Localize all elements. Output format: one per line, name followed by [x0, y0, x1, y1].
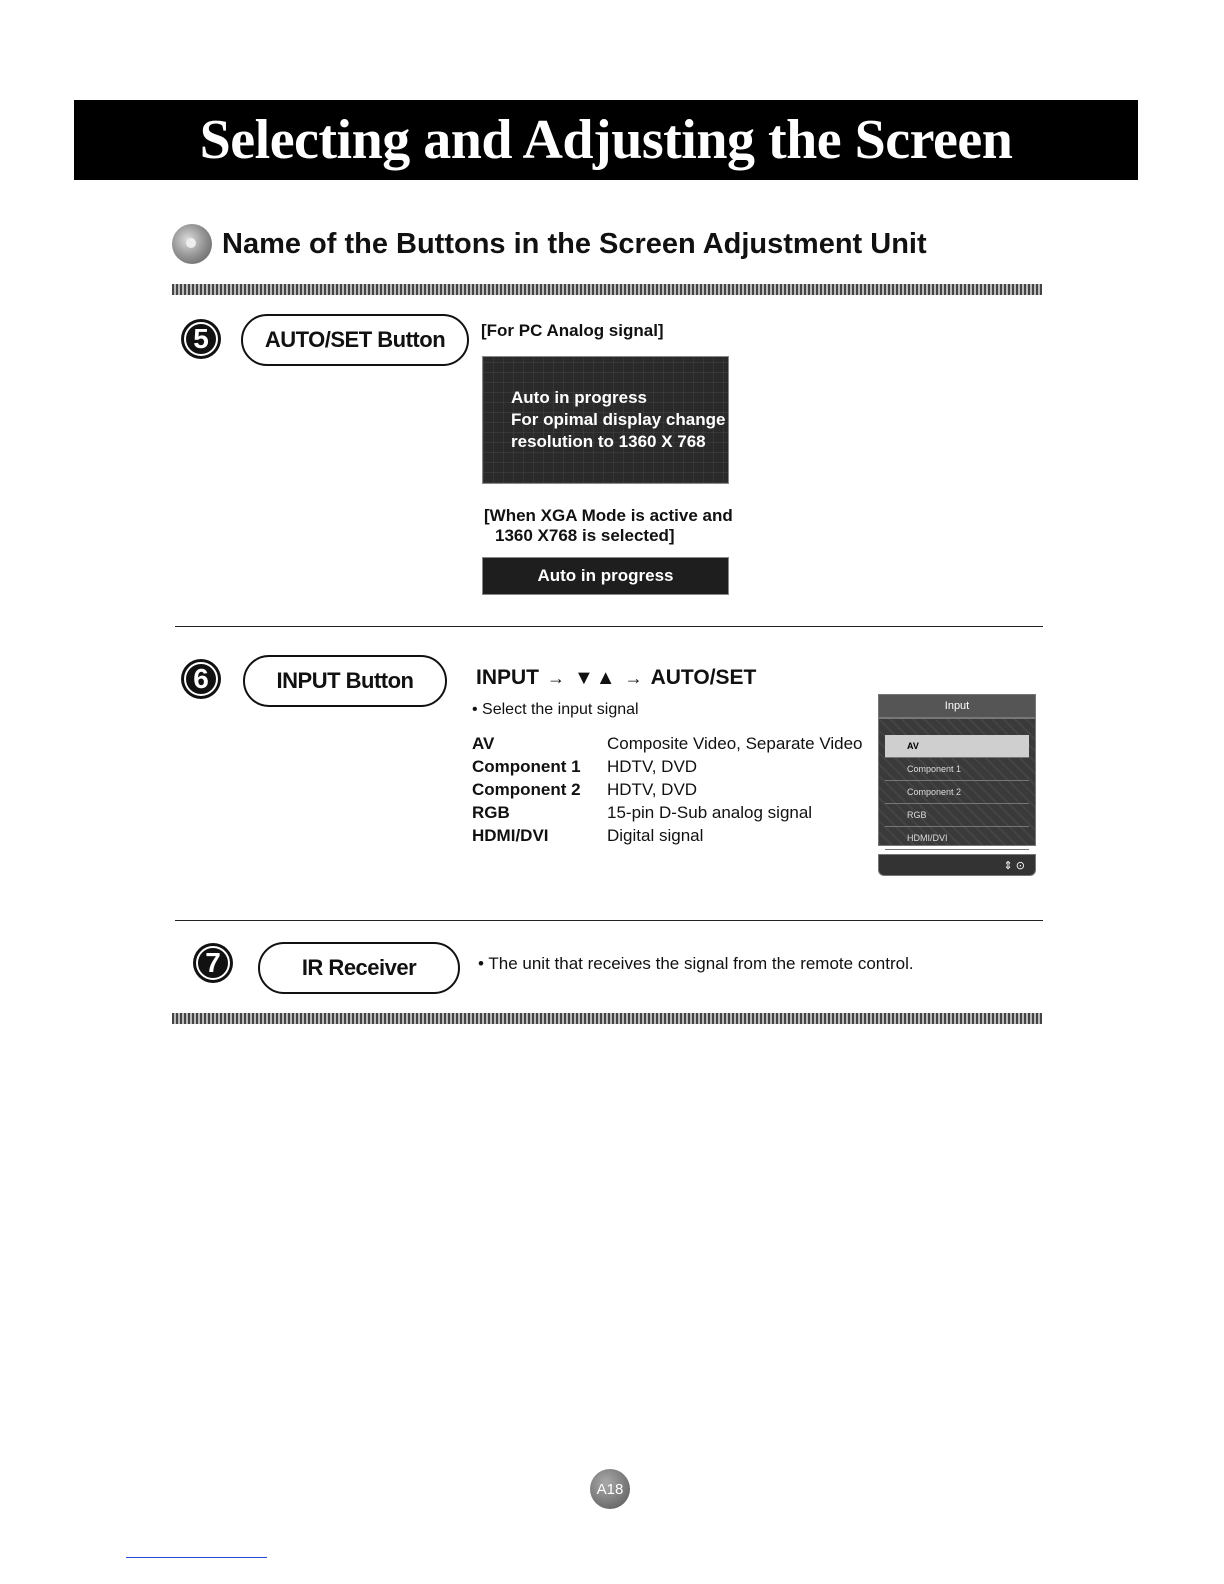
input-signal-table: [472, 732, 863, 847]
signal-name: RGB: [472, 803, 510, 822]
top-dotted-divider: [172, 284, 1042, 295]
signal-desc: Composite Video, Separate Video: [607, 734, 863, 753]
item-number-5: [181, 319, 221, 359]
input-button-label: [243, 655, 447, 707]
input-osd-menu: [878, 694, 1036, 876]
menu-item-rgb: RGB: [885, 804, 1029, 827]
page-number-badge: [590, 1469, 630, 1509]
signal-desc: HDTV, DVD: [607, 780, 698, 799]
signal-name: HDMI/DVI: [472, 826, 549, 845]
ir-receiver-text: IR Receiver: [301, 955, 417, 980]
menu-item-hdmi-dvi: HDMI/DVI: [885, 827, 1029, 850]
menu-item-av: AV: [885, 735, 1029, 758]
triangle-up-icon: ▲: [595, 666, 616, 689]
section-heading-text: Name of the Buttons in the Screen Adjustment Unit: [222, 227, 927, 260]
flow-end: AUTO/SET: [650, 666, 757, 689]
page-title: Selecting and Adjusting the Screen: [199, 109, 1013, 171]
menu-footer-nav-icon: ⇕ ⊙: [878, 854, 1036, 876]
page-title-bar: [74, 100, 1138, 180]
divider-2: [175, 920, 1043, 921]
item-number-6-text: 6: [193, 663, 209, 694]
signal-name: Component 2: [472, 780, 581, 799]
signal-desc: 15-pin D-Sub analog signal: [607, 803, 813, 822]
menu-item-component-1: Component 1: [885, 758, 1029, 781]
ir-receiver-note: • The unit that receives the signal from the remote control.: [478, 954, 914, 973]
osd-line-3: resolution to 1360 X 768: [511, 432, 706, 451]
page-number: A18: [596, 1480, 624, 1498]
input-menu-header: Input: [878, 694, 1036, 718]
auto-progress-osd: [482, 356, 729, 484]
select-input-note: • Select the input signal: [472, 701, 639, 718]
auto-set-button-label: [241, 314, 469, 366]
arrow-right-icon: →: [547, 667, 565, 688]
osd-line-2: For opimal display change: [511, 410, 726, 429]
xga-caption-line2: 1360 X768 is selected]: [495, 526, 675, 545]
bullet-disc-icon: [172, 224, 212, 264]
auto-progress-bar-text: Auto in progress: [537, 566, 674, 585]
section-heading: [172, 224, 927, 264]
footer-underline: [126, 1557, 267, 1558]
signal-name: AV: [472, 734, 495, 753]
auto-set-button-text: AUTO/SET Button: [264, 327, 446, 352]
osd-line-1: Auto in progress: [511, 388, 648, 407]
item-number-6: [181, 659, 221, 699]
bottom-dotted-divider: [172, 1013, 1042, 1024]
divider-1: [175, 626, 1043, 627]
table-row: [472, 732, 863, 755]
item-number-7-text: 7: [205, 947, 221, 978]
input-button-text: INPUT Button: [276, 668, 414, 693]
auto-progress-bar-osd: [482, 557, 729, 595]
signal-name: Component 1: [472, 757, 581, 776]
xga-caption-line1: [When XGA Mode is active and: [484, 506, 733, 525]
pc-analog-caption: [For PC Analog signal]: [481, 321, 664, 340]
signal-desc: Digital signal: [607, 826, 704, 845]
table-row: [472, 755, 863, 778]
item-number-7: [193, 943, 233, 983]
arrow-right-icon-2: →: [624, 667, 643, 688]
table-row: [472, 824, 863, 847]
input-menu-body: [878, 718, 1036, 846]
table-row: [472, 778, 863, 801]
item-number-5-text: 5: [193, 323, 209, 354]
flow-start: INPUT: [476, 666, 539, 689]
triangle-down-icon: ▼: [574, 666, 594, 689]
signal-desc: HDTV, DVD: [607, 757, 698, 776]
menu-item-component-2: Component 2: [885, 781, 1029, 804]
input-flow: [476, 666, 756, 690]
table-row: [472, 801, 863, 824]
ir-receiver-label: [258, 942, 460, 994]
